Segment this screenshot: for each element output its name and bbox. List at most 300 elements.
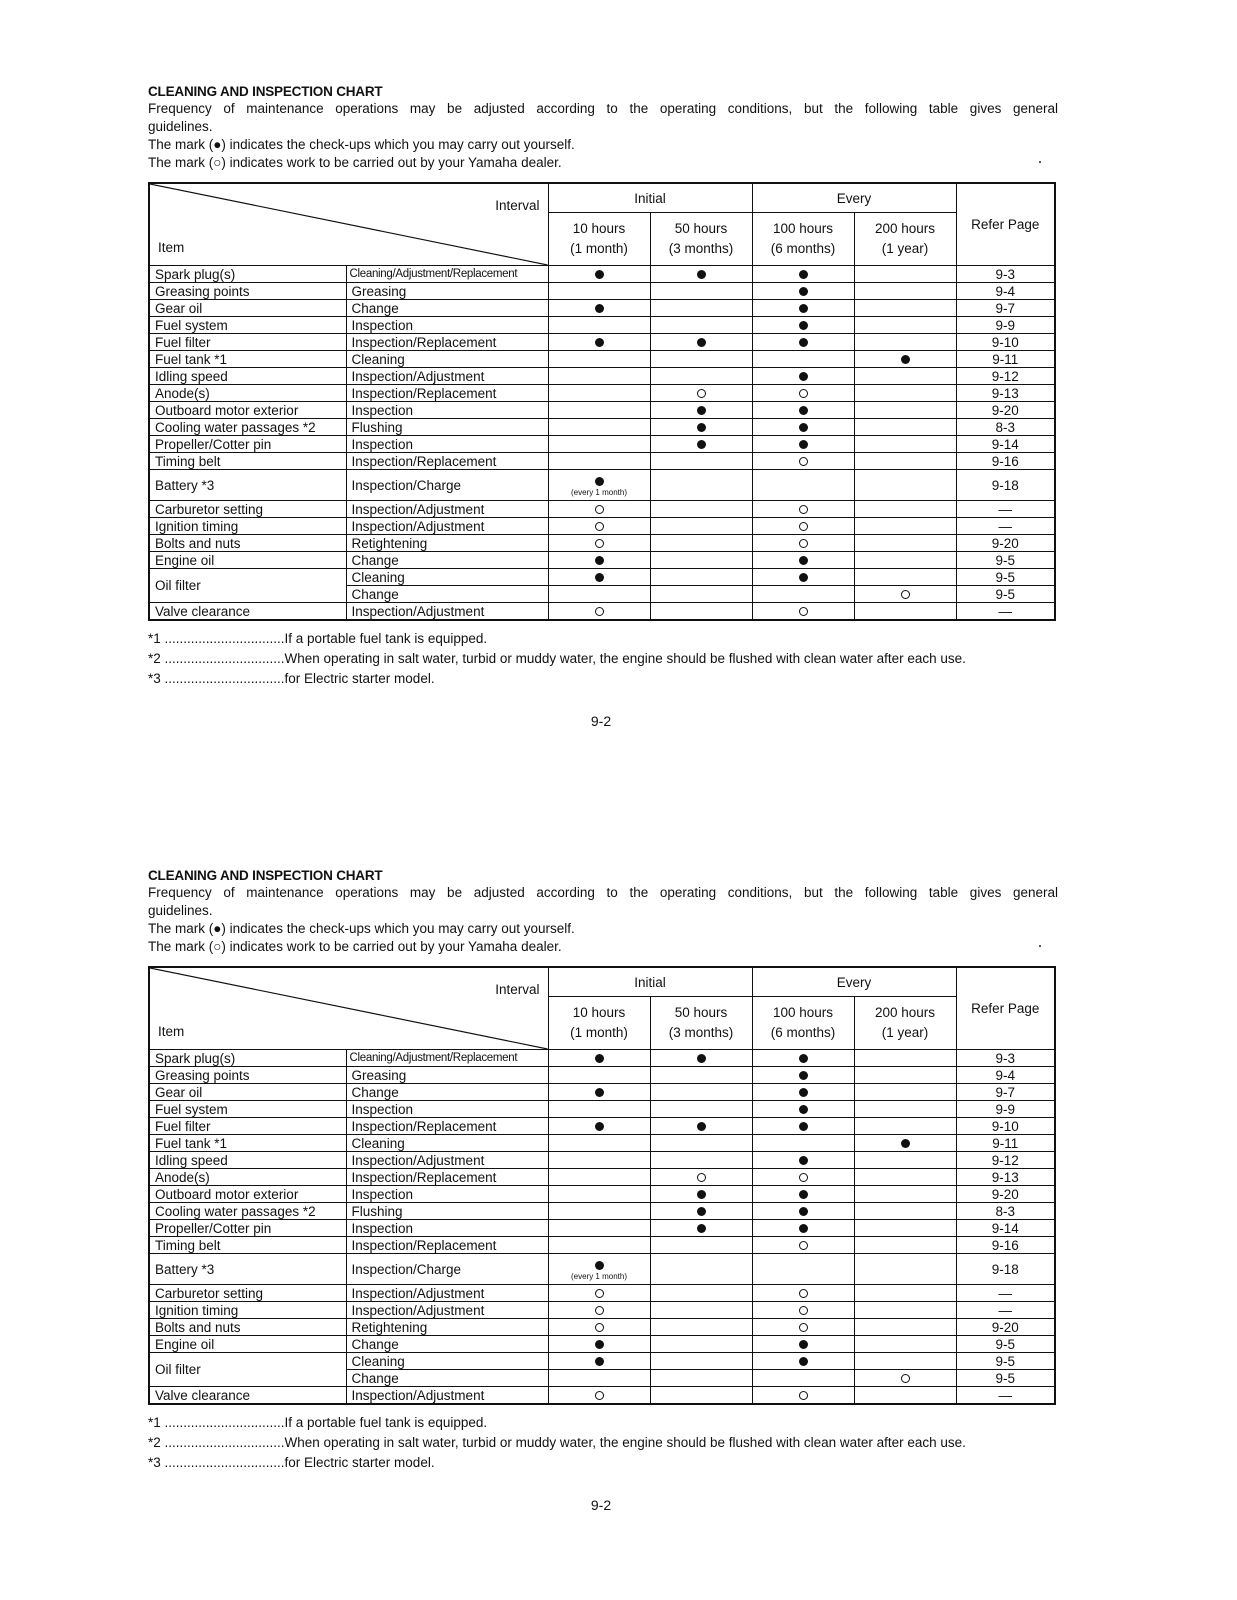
table-row <box>149 1186 1055 1203</box>
table-row <box>149 300 1055 317</box>
refer-page-cell: 9-5 <box>956 569 1055 586</box>
table-row <box>149 283 1055 300</box>
operation-cell: Inspection/Replacement <box>346 1169 548 1186</box>
mark-cell <box>650 1084 752 1101</box>
mark-cell <box>548 1336 650 1353</box>
operation-cell: Change <box>346 1084 548 1101</box>
mark-cell <box>752 368 854 385</box>
filled-dot-icon <box>595 1122 604 1131</box>
open-circle-icon <box>799 1173 808 1182</box>
filled-dot-icon <box>697 338 706 347</box>
mark-cell <box>548 1237 650 1254</box>
mark-cell <box>650 1101 752 1118</box>
refer-page-cell: 9-5 <box>956 586 1055 603</box>
mark-cell <box>854 1220 956 1237</box>
mark-cell <box>854 1237 956 1254</box>
table-row <box>149 470 1055 501</box>
table-row <box>149 1084 1055 1101</box>
operation-cell: Inspection/Adjustment <box>346 1302 548 1319</box>
mark-cell <box>548 266 650 283</box>
refer-page-cell: 9-9 <box>956 1101 1055 1118</box>
operation-cell: Cleaning/Adjustment/Replacement <box>346 1050 548 1067</box>
mark-cell <box>548 1353 650 1370</box>
table-row <box>149 436 1055 453</box>
refer-page-cell: 9-5 <box>956 1370 1055 1387</box>
refer-page-cell: 9-10 <box>956 1118 1055 1135</box>
operation-cell: Inspection/Adjustment <box>346 603 548 621</box>
mark-cell <box>548 518 650 535</box>
table-row <box>149 518 1055 535</box>
refer-page-cell: 9-14 <box>956 436 1055 453</box>
refer-page-cell: 9-10 <box>956 334 1055 351</box>
open-circle-icon <box>595 1391 604 1400</box>
item-cell: Bolts and nuts <box>149 1319 346 1336</box>
item-cell: Battery *3 <box>149 1254 346 1285</box>
open-circle-icon <box>799 1289 808 1298</box>
open-circle-icon <box>799 505 808 514</box>
mark-cell <box>854 402 956 419</box>
mark-cell <box>752 1186 854 1203</box>
mark-cell <box>752 317 854 334</box>
operation-cell: Inspection/Charge <box>346 470 548 501</box>
table-row <box>149 351 1055 368</box>
mark-cell <box>752 436 854 453</box>
item-cell: Idling speed <box>149 1152 346 1169</box>
item-cell: Oil filter <box>149 569 346 603</box>
open-circle-icon <box>799 607 808 616</box>
operation-cell: Inspection/Adjustment <box>346 368 548 385</box>
operation-cell: Inspection/Replacement <box>346 334 548 351</box>
mark-cell <box>854 266 956 283</box>
open-circle-icon <box>595 607 604 616</box>
mark-cell <box>548 334 650 351</box>
mark-cell <box>650 419 752 436</box>
mark-cell <box>854 453 956 470</box>
filled-dot-icon <box>799 1156 808 1165</box>
refer-page-cell: 9-3 <box>956 1050 1055 1067</box>
intro-line-3: The mark (●) indicates the check-ups which you may carry out yourself. <box>148 921 575 936</box>
mark-cell <box>752 1336 854 1353</box>
filled-dot-icon <box>595 1054 604 1063</box>
open-circle-icon <box>595 1306 604 1315</box>
mark-cell <box>548 385 650 402</box>
item-label: Item <box>158 240 185 255</box>
mark-cell <box>752 402 854 419</box>
col-200-hours: 200 hours (1 year) <box>854 997 956 1050</box>
mark-cell <box>752 1084 854 1101</box>
mark-cell <box>752 453 854 470</box>
refer-page-cell: 8-3 <box>956 419 1055 436</box>
mark-cell <box>548 1285 650 1302</box>
col-50-hours: 50 hours (3 months) <box>650 213 752 266</box>
item-cell: Anode(s) <box>149 1169 346 1186</box>
table-body <box>149 1050 1055 1405</box>
open-circle-icon <box>799 1306 808 1315</box>
footnotes <box>148 629 1058 689</box>
mark-cell <box>548 1118 650 1135</box>
col-10-hours: 10 hours (1 month) <box>548 997 650 1050</box>
mark-cell <box>854 1050 956 1067</box>
mark-cell <box>650 470 752 501</box>
mark-cell <box>752 300 854 317</box>
table-row <box>149 1135 1055 1152</box>
refer-page-cell: 9-11 <box>956 1135 1055 1152</box>
item-cell: Cooling water passages *2 <box>149 419 346 436</box>
operation-cell: Inspection/Replacement <box>346 1118 548 1135</box>
mark-cell <box>854 569 956 586</box>
mark-cell <box>548 453 650 470</box>
mark-cell <box>548 368 650 385</box>
mark-cell <box>752 1220 854 1237</box>
mark-cell <box>548 1152 650 1169</box>
item-cell: Ignition timing <box>149 1302 346 1319</box>
intro-line-2: guidelines. <box>148 119 213 134</box>
mark-cell <box>854 368 956 385</box>
col-100-hours: 100 hours (6 months) <box>752 997 854 1050</box>
item-cell: Fuel filter <box>149 1118 346 1135</box>
operation-cell: Cleaning/Adjustment/Replacement <box>346 266 548 283</box>
operation-cell: Change <box>346 1336 548 1353</box>
refer-page-cell: 9-20 <box>956 535 1055 552</box>
table-row <box>149 317 1055 334</box>
item-cell: Valve clearance <box>149 1387 346 1405</box>
mark-cell <box>548 1135 650 1152</box>
operation-cell: Greasing <box>346 283 548 300</box>
filled-dot-icon <box>799 1105 808 1114</box>
mark-cell <box>650 368 752 385</box>
operation-cell: Cleaning <box>346 1353 548 1370</box>
table-row <box>149 334 1055 351</box>
mark-cell <box>650 1370 752 1387</box>
mark-cell <box>752 470 854 501</box>
mark-cell <box>650 300 752 317</box>
mark-cell <box>854 1203 956 1220</box>
filled-dot-icon <box>799 1054 808 1063</box>
operation-cell: Flushing <box>346 1203 548 1220</box>
mark-cell <box>854 1135 956 1152</box>
filled-dot-icon <box>697 1224 706 1233</box>
mark-cell <box>650 552 752 569</box>
mark-cell <box>548 1370 650 1387</box>
intro-text <box>148 100 1058 172</box>
mark-cell <box>854 283 956 300</box>
mark-cell <box>548 552 650 569</box>
item-cell: Gear oil <box>149 300 346 317</box>
col-50-hours: 50 hours (3 months) <box>650 997 752 1050</box>
refer-page-cell: 9-13 <box>956 385 1055 402</box>
footnote-2: *2 ................................When operating in salt water, turbid or muddy water, the engine should be flushed with clean water after each use. <box>148 1435 966 1450</box>
mark-cell <box>752 1370 854 1387</box>
table-row <box>149 1152 1055 1169</box>
intro-line-3: The mark (●) indicates the check-ups which you may carry out yourself. <box>148 137 575 152</box>
refer-page-header: Refer Page <box>956 183 1055 266</box>
filled-dot-icon <box>799 1088 808 1097</box>
mark-cell <box>752 1169 854 1186</box>
mark-cell <box>752 552 854 569</box>
filled-dot-icon <box>697 1054 706 1063</box>
footnote-1: *1 ................................If a portable fuel tank is equipped. <box>148 631 488 646</box>
mark-cell <box>854 552 956 569</box>
refer-page-cell: 9-12 <box>956 368 1055 385</box>
filled-dot-icon <box>697 1122 706 1131</box>
mark-cell <box>854 1285 956 1302</box>
mark-cell <box>650 1336 752 1353</box>
mark-cell <box>650 1050 752 1067</box>
operation-cell: Inspection/Adjustment <box>346 501 548 518</box>
filled-dot-icon <box>799 1357 808 1366</box>
footnotes <box>148 1413 1058 1473</box>
item-cell: Idling speed <box>149 368 346 385</box>
refer-page-cell: — <box>956 1302 1055 1319</box>
filled-dot-icon <box>799 406 808 415</box>
page-number: 9-2 <box>590 713 612 729</box>
filled-dot-icon <box>595 1340 604 1349</box>
mark-cell <box>854 501 956 518</box>
mark-cell <box>548 1203 650 1220</box>
table-row <box>149 1101 1055 1118</box>
operation-cell: Inspection/Adjustment <box>346 1387 548 1405</box>
item-label: Item <box>158 1024 185 1039</box>
mark-cell <box>650 1302 752 1319</box>
diagonal-line <box>150 184 548 265</box>
filled-dot-icon <box>799 270 808 279</box>
filled-dot-icon <box>799 423 808 432</box>
operation-cell: Inspection/Adjustment <box>346 1285 548 1302</box>
table-row <box>149 402 1055 419</box>
mark-cell <box>854 385 956 402</box>
refer-page-cell: 9-11 <box>956 351 1055 368</box>
interval-note: (every 1 month) <box>570 487 628 497</box>
mark-cell <box>548 283 650 300</box>
mark-cell <box>752 334 854 351</box>
open-circle-icon <box>697 1173 706 1182</box>
mark-cell <box>854 317 956 334</box>
mark-cell <box>752 1118 854 1135</box>
col-100-hours: 100 hours (6 months) <box>752 213 854 266</box>
table-row <box>149 385 1055 402</box>
mark-cell <box>752 1067 854 1084</box>
mark-cell <box>752 1302 854 1319</box>
refer-page-cell: — <box>956 518 1055 535</box>
open-circle-icon <box>799 522 808 531</box>
refer-page-cell: 9-16 <box>956 1237 1055 1254</box>
mark-cell <box>548 1186 650 1203</box>
mark-cell <box>548 436 650 453</box>
filled-dot-icon <box>799 1190 808 1199</box>
table-row <box>149 368 1055 385</box>
item-cell: Fuel tank *1 <box>149 1135 346 1152</box>
table-row <box>149 1353 1055 1370</box>
mark-cell <box>650 1118 752 1135</box>
refer-page-cell: 9-20 <box>956 402 1055 419</box>
mark-cell <box>854 1370 956 1387</box>
mark-cell <box>548 603 650 621</box>
initial-header: Initial <box>548 183 752 213</box>
mark-cell <box>854 1319 956 1336</box>
filled-dot-icon <box>799 1122 808 1131</box>
filled-dot-icon <box>799 1207 808 1216</box>
operation-cell: Inspection <box>346 402 548 419</box>
mark-cell <box>752 1353 854 1370</box>
item-cell: Oil filter <box>149 1353 346 1387</box>
mark-cell <box>650 1220 752 1237</box>
mark-cell <box>854 1067 956 1084</box>
item-cell: Timing belt <box>149 1237 346 1254</box>
mark-cell <box>650 385 752 402</box>
table-row <box>149 419 1055 436</box>
mark-cell <box>650 317 752 334</box>
operation-cell: Inspection <box>346 317 548 334</box>
mark-cell <box>752 518 854 535</box>
mark-cell <box>548 569 650 586</box>
operation-cell: Greasing <box>346 1067 548 1084</box>
intro-text <box>148 884 1058 956</box>
intro-line-4: The mark (○) indicates work to be carried out by your Yamaha dealer. <box>148 939 562 954</box>
mark-cell <box>548 317 650 334</box>
footnote-2: *2 ................................When operating in salt water, turbid or muddy water, the engine should be flushed with clean water after each use. <box>148 651 966 666</box>
footnote-3: *3 ................................for Electric starter model. <box>148 671 435 686</box>
table-row <box>149 1237 1055 1254</box>
operation-cell: Cleaning <box>346 351 548 368</box>
item-cell: Timing belt <box>149 453 346 470</box>
mark-cell <box>752 535 854 552</box>
filled-dot-icon <box>595 1357 604 1366</box>
mark-cell <box>548 1220 650 1237</box>
mark-cell <box>854 1186 956 1203</box>
table-row <box>149 453 1055 470</box>
table-row <box>149 1050 1055 1067</box>
inspection-table <box>148 966 1056 1405</box>
operation-cell: Retightening <box>346 535 548 552</box>
mark-cell <box>548 1084 650 1101</box>
mark-cell <box>854 603 956 621</box>
mark-cell <box>650 501 752 518</box>
mark-cell <box>650 569 752 586</box>
open-circle-icon <box>595 539 604 548</box>
mark-cell <box>548 1067 650 1084</box>
mark-cell <box>548 402 650 419</box>
mark-cell <box>752 1285 854 1302</box>
mark-cell <box>752 1387 854 1405</box>
mark-cell <box>650 402 752 419</box>
item-cell: Engine oil <box>149 1336 346 1353</box>
operation-cell: Inspection/Charge <box>346 1254 548 1285</box>
item-cell: Fuel tank *1 <box>149 351 346 368</box>
mark-cell <box>650 1152 752 1169</box>
mark-cell <box>752 1135 854 1152</box>
refer-page-cell: 9-12 <box>956 1152 1055 1169</box>
open-circle-icon <box>799 457 808 466</box>
open-circle-icon <box>799 389 808 398</box>
table-row <box>149 1169 1055 1186</box>
mark-cell <box>752 351 854 368</box>
mark-cell <box>854 470 956 501</box>
item-cell: Propeller/Cotter pin <box>149 1220 346 1237</box>
table-row <box>149 266 1055 283</box>
initial-header: Initial <box>548 967 752 997</box>
mark-cell <box>752 266 854 283</box>
mark-cell <box>854 1336 956 1353</box>
mark-cell <box>650 518 752 535</box>
mark-cell <box>548 535 650 552</box>
mark-cell <box>854 334 956 351</box>
mark-cell <box>548 300 650 317</box>
table-row <box>149 569 1055 586</box>
open-circle-icon <box>799 1391 808 1400</box>
filled-dot-icon <box>901 1139 910 1148</box>
mark-cell <box>650 586 752 603</box>
mark-cell <box>650 266 752 283</box>
refer-page-cell: 9-16 <box>956 453 1055 470</box>
operation-cell: Change <box>346 586 548 603</box>
mark-cell <box>650 453 752 470</box>
table-row <box>149 1203 1055 1220</box>
mark-cell <box>650 1067 752 1084</box>
table-row <box>149 1254 1055 1285</box>
inspection-table <box>148 182 1056 621</box>
mark-cell <box>650 1203 752 1220</box>
filled-dot-icon <box>595 270 604 279</box>
filled-dot-icon <box>697 1190 706 1199</box>
mark-cell <box>650 1285 752 1302</box>
table-row <box>149 1319 1055 1336</box>
mark-cell <box>650 1254 752 1285</box>
mark-cell <box>752 1050 854 1067</box>
refer-page-cell: 9-3 <box>956 266 1055 283</box>
item-cell: Anode(s) <box>149 385 346 402</box>
table-row <box>149 1336 1055 1353</box>
every-header: Every <box>752 183 956 213</box>
filled-dot-icon <box>799 440 808 449</box>
item-cell: Engine oil <box>149 552 346 569</box>
mark-cell <box>548 419 650 436</box>
table-row <box>149 1118 1055 1135</box>
refer-page-cell: 9-9 <box>956 317 1055 334</box>
intro-line-1: Frequency of maintenance operations may be adjusted according to the operating conditions, but the following table gives general <box>148 101 1058 116</box>
mark-cell <box>854 1169 956 1186</box>
item-cell: Propeller/Cotter pin <box>149 436 346 453</box>
scan-speck <box>1039 945 1041 947</box>
interval-note: (every 1 month) <box>570 1271 628 1281</box>
item-cell: Gear oil <box>149 1084 346 1101</box>
mark-cell <box>854 1387 956 1405</box>
refer-page-cell: 8-3 <box>956 1203 1055 1220</box>
filled-dot-icon <box>799 1224 808 1233</box>
scan-speck <box>1039 161 1041 163</box>
page-copy-1 <box>148 84 1058 729</box>
footnote-1: *1 ................................If a portable fuel tank is equipped. <box>148 1415 488 1430</box>
refer-page-cell: 9-4 <box>956 1067 1055 1084</box>
operation-cell: Inspection/Adjustment <box>346 518 548 535</box>
mark-cell <box>854 436 956 453</box>
mark-cell <box>548 1101 650 1118</box>
table-row <box>149 535 1055 552</box>
mark-cell <box>650 1169 752 1186</box>
mark-cell <box>548 470 650 501</box>
intro-line-4: The mark (○) indicates work to be carried out by your Yamaha dealer. <box>148 155 562 170</box>
mark-cell <box>854 1152 956 1169</box>
item-cell: Cooling water passages *2 <box>149 1203 346 1220</box>
filled-dot-icon <box>595 556 604 565</box>
item-cell: Outboard motor exterior <box>149 1186 346 1203</box>
table-row <box>149 603 1055 621</box>
item-cell: Greasing points <box>149 283 346 300</box>
mark-cell <box>650 1387 752 1405</box>
mark-cell <box>548 1387 650 1405</box>
refer-page-cell: 9-18 <box>956 1254 1055 1285</box>
item-cell: Fuel system <box>149 317 346 334</box>
mark-cell <box>752 586 854 603</box>
